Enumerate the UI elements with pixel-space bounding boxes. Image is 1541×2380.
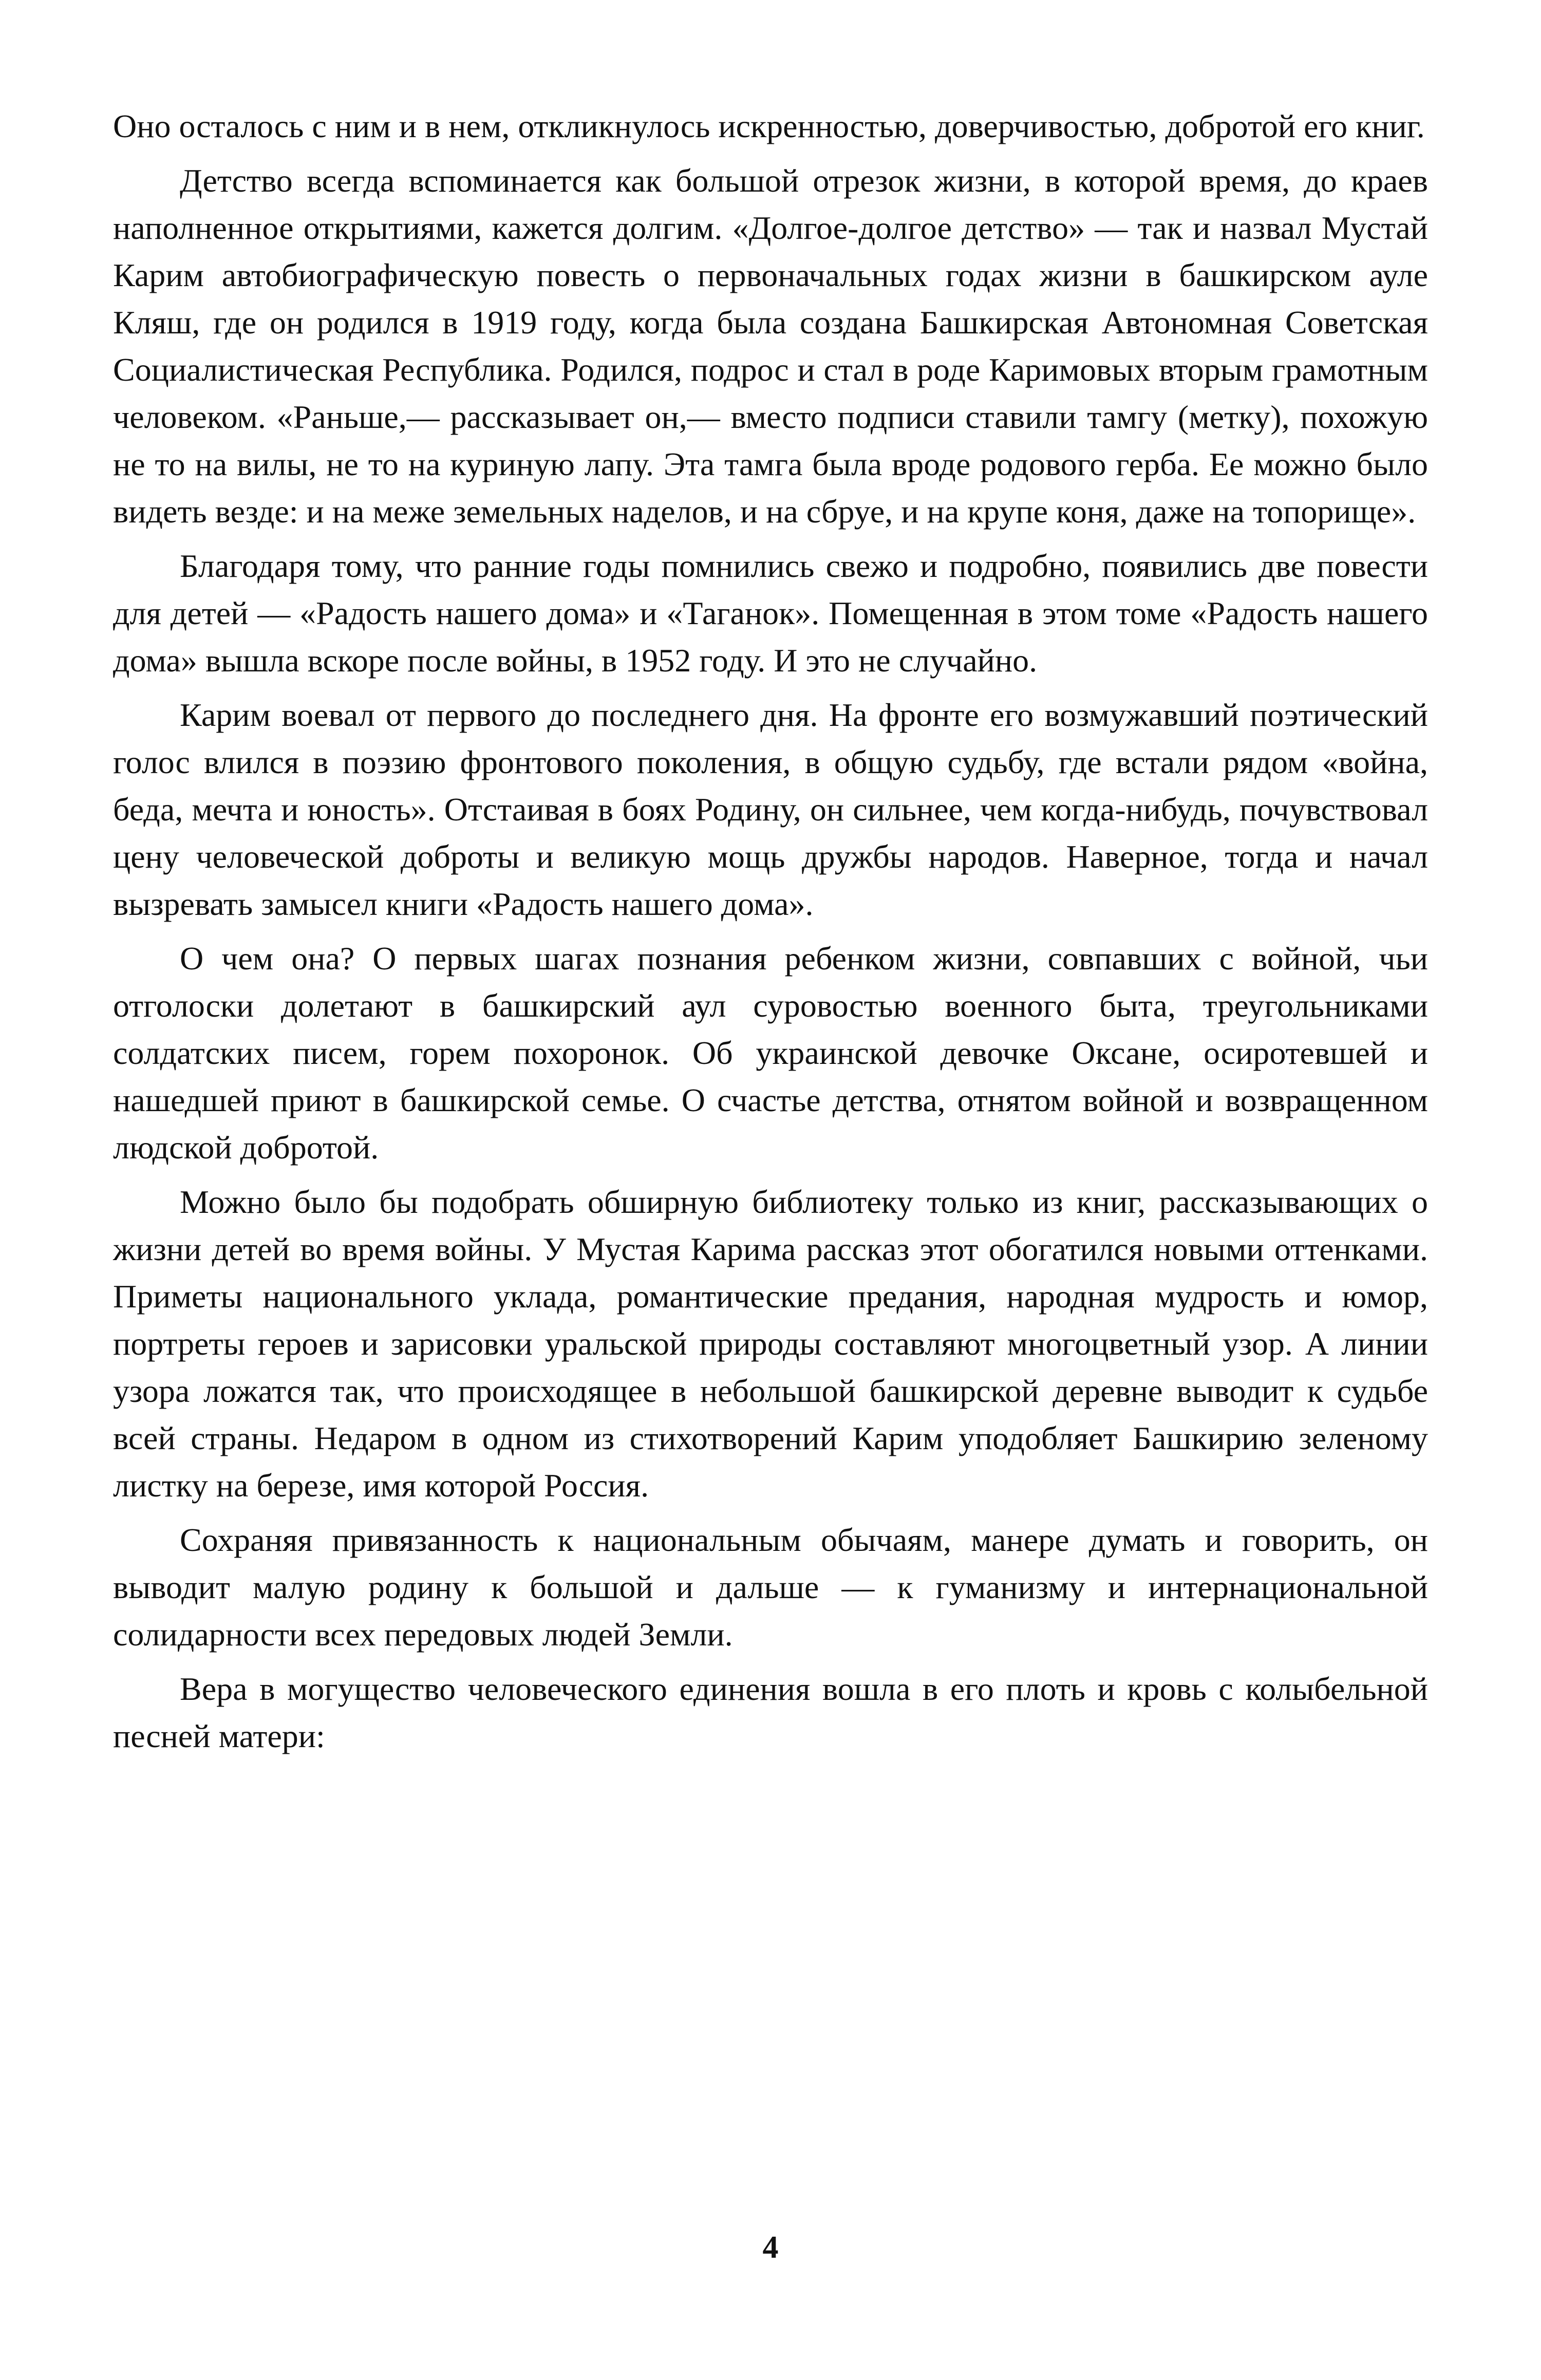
paragraph-2: Детство всегда вспоминается как большой отрезок жизни, в которой время, до краев наполненное открытиями, кажется долгим. «Долгое-долгое детство» — так и назвал Мустай Карим автобиографическую повесть о первоначальных годах жизни в башкирском ауле Кляш, где он родился в 1919 году, когда была создана Башкирская Автономная Советская Социалистическая Республика. Родился, подрос и стал в роде Каримовых вторым грамотным человеком. «Раньше,— рассказывает он,— вместо подписи ставили тамгу (метку), похожую не то на вилы, не то на куриную лапу. Эта тамга была вроде родового герба. Ее можно было видеть везде: и на меже земельных наделов, и на сбруе, и на крупе коня, даже на топорище». <box>113 162 1428 530</box>
page-number: 4 <box>762 2230 779 2265</box>
paragraph-3: Благодаря тому, что ранние годы помнились свежо и подробно, появились две повести для детей — «Радость нашего дома» и «Таганок». Помещенная в этом томе «Радость нашего дома» вышла вскоре после войны, в 1952 году. И это не случайно. <box>113 548 1428 679</box>
paragraph-5: О чем она? О первых шагах познания ребенком жизни, совпавших с войной, чьи отголоски долетают в башкирский аул суровостью военного быта, треугольниками солдатских писем, горем похоронок. Об украинской девочке Оксане, осиротевшей и нашедшей приют в башкирской семье. О счастье детства, отнятом войной и возвращенном людской добротой. <box>113 940 1428 1166</box>
paragraph-8: Вера в могущество человеческого единения вошла в его плоть и кровь с колыбельной песней матери: <box>113 1671 1428 1754</box>
paragraph-4: Карим воевал от первого до последнего дня. На фронте его возмужавший поэтический голос влился в поэзию фронтового поколения, в общую судьбу, где встали рядом «война, беда, мечта и юность». Отстаивая в боях Родину, он сильнее, чем когда-нибудь, почувствовал цену человеческой доброты и великую мощь дружбы народов. Наверное, тогда и начал вызревать замысел книги «Радость нашего дома». <box>113 697 1428 922</box>
paragraph-7: Сохраняя привязанность к национальным обычаям, манере думать и говорить, он выводит малую родину к большой и дальше — к гуманизму и интернациональной солидарности всех передовых людей Земли. <box>113 1522 1428 1653</box>
paragraph-1: Оно осталось с ним и в нем, откликнулось искренностью, доверчивостью, добротой его книг. <box>113 108 1425 144</box>
page-body <box>113 103 1428 1760</box>
paragraph-6: Можно было бы подобрать обширную библиотеку только из книг, рассказывающих о жизни детей во время войны. У Мустая Карима рассказ этот обогатился новыми оттенками. Приметы национального уклада, романтические предания, народная мудрость и юмор, портреты героев и зарисовки уральской природы составляют многоцветный узор. А линии узора ложатся так, что происходящее в небольшой башкирской деревне выводит к судьбе всей страны. Недаром в одном из стихотворений Карим уподобляет Башкирию зеленому листку на березе, имя которой Россия. <box>113 1184 1428 1504</box>
